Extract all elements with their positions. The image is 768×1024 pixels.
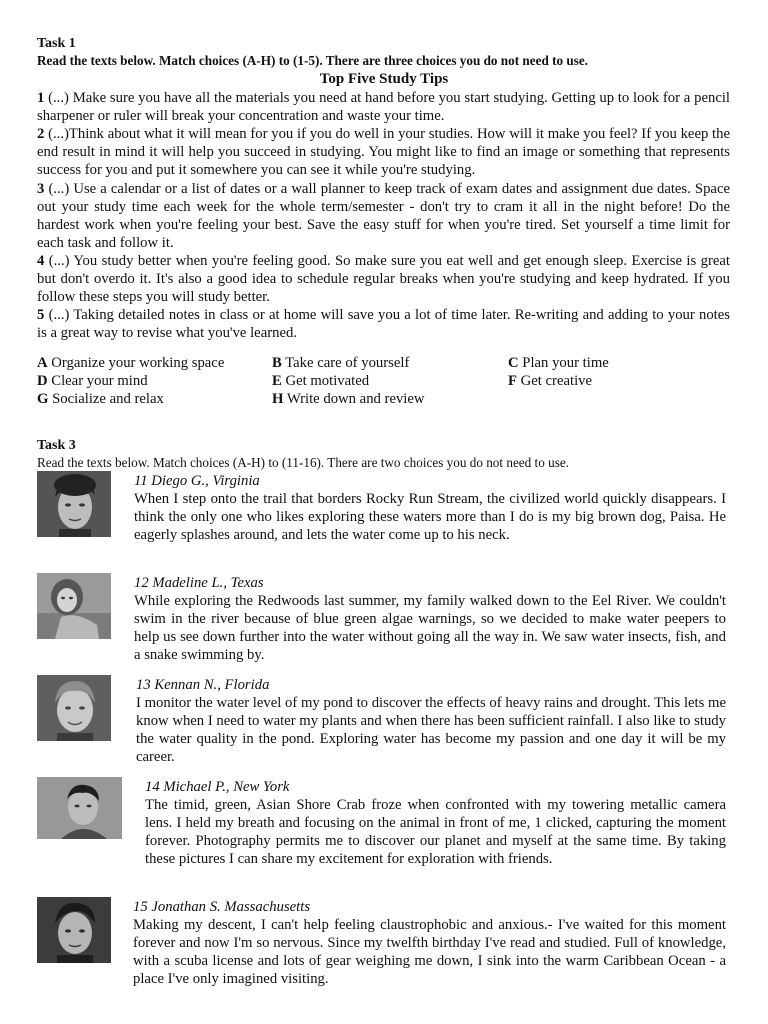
entry-text: I monitor the water level of my pond to discover the effects of heavy rains and drought. This lets me know when I need to water my plants and when there has been sufficient rainfall. I also like to study the water quality in the pond. Exploring water has become my passion and one day it will be my career. bbox=[136, 695, 726, 765]
tip-4 bbox=[37, 252, 730, 306]
choice-c bbox=[508, 354, 609, 372]
task1-instruction: Read the texts below. Match choices (A-H) to (1-5). There are three choices you do not need to use. bbox=[37, 53, 588, 68]
task1-title: Task 1 bbox=[37, 36, 76, 51]
entry-12 bbox=[134, 574, 726, 664]
entry-13 bbox=[136, 676, 726, 766]
portrait-photo-kennan bbox=[37, 675, 111, 741]
task3-instruction: Read the texts below. Match choices (A-H) to (11-16). There are two choices you do not need to use. bbox=[37, 455, 569, 470]
choice-text: Get motivated bbox=[281, 373, 370, 389]
tip-text: (...) Taking detailed notes in class or at home will save you a lot of time later. Re-writing and adding to your notes is a great way to revise what you've learned. bbox=[37, 307, 730, 341]
task3-title: Task 3 bbox=[37, 438, 76, 453]
tip-text: (...) Use a calendar or a list of dates or a wall planner to keep track of exam dates and assignment due dates. Space out your study time each week for the whole term/semester - don't try to cram it all in the night before! Do the hardest work when you're feeling your best. Save the easy stuff for when you're tired. Set yourself a time limit for each task and follow it. bbox=[37, 181, 730, 251]
entry-name: 13 Kennan N., Florida bbox=[136, 677, 270, 693]
tip-number: 3 bbox=[37, 181, 45, 197]
tip-text: (...)Think about what it will mean for you if you do well in your studies. How will it make you feel? If you keep the end result in mind it will help you succeed in studying. You might like to find an image or something that represents success for you and put it somewhere you can see it while you're studying. bbox=[37, 126, 730, 178]
choice-text: Get creative bbox=[516, 373, 593, 389]
choice-letter: E bbox=[272, 373, 282, 389]
entry-text: While exploring the Redwoods last summer, my family walked down to the Eel River. We couldn't swim in the river because of blue green algae warnings, so we decided to make water peepers to help us see down further into the water without going all the way in. We saw water insects, fish, and a snake swimming by. bbox=[134, 593, 726, 663]
task1-heading: Top Five Study Tips bbox=[319, 71, 449, 87]
tip-2 bbox=[37, 125, 730, 179]
tip-number: 4 bbox=[37, 253, 45, 269]
portrait-photo-michael bbox=[37, 777, 122, 839]
entry-text: When I step onto the trail that borders Rocky Run Stream, the civilized world quickly disappears. I think the only one who likes exploring these waters more than I do is my big brown dog, Paisa. He eagerly splashes around, and lets the water come up to his neck. bbox=[134, 491, 726, 543]
portrait-photo-diego bbox=[37, 471, 111, 537]
choice-g bbox=[37, 390, 164, 408]
tip-text: (...) Make sure you have all the materials you need at hand before you start studying. Getting up to look for a pencil sharpener or ruler will break your concentration and waste your time. bbox=[37, 90, 730, 124]
portrait-photo-jonathan bbox=[37, 897, 111, 963]
choice-b bbox=[272, 354, 409, 372]
choice-text: Organize your working space bbox=[47, 355, 225, 371]
choice-f bbox=[508, 372, 592, 390]
choice-a bbox=[37, 354, 224, 372]
entry-name: 15 Jonathan S. Massachusetts bbox=[133, 899, 311, 915]
choice-text: Write down and review bbox=[283, 391, 425, 407]
choice-d bbox=[37, 372, 148, 390]
portrait-photo-madeline bbox=[37, 573, 111, 639]
tip-number: 5 bbox=[37, 307, 45, 323]
choice-letter: D bbox=[37, 373, 48, 389]
entry-name: 12 Madeline L., Texas bbox=[134, 575, 264, 591]
choice-e bbox=[272, 372, 369, 390]
tip-1 bbox=[37, 89, 730, 125]
choice-letter: A bbox=[37, 355, 48, 371]
tip-number: 2 bbox=[37, 126, 45, 142]
tip-text: (...) You study better when you're feeling good. So make sure you eat well and get enough sleep. Exercise is great but don't overdo it. It's also a good idea to schedule regular breaks when you're studying and keep hydrated. If you follow these steps you will study better. bbox=[37, 253, 730, 305]
choice-h bbox=[272, 390, 425, 408]
choice-letter: G bbox=[37, 391, 49, 407]
tip-5 bbox=[37, 306, 730, 342]
tip-number: 1 bbox=[37, 90, 45, 106]
entry-11 bbox=[134, 472, 726, 544]
entry-name: 11 Diego G., Virginia bbox=[134, 473, 260, 489]
entry-text: The timid, green, Asian Shore Crab froze when confronted with my towering metallic camera lens. I held my breath and focusing on the animal in front of me, 1 clicked, capturing the moment forever. Photography permits me to discover our planet and myself at the same time. By taking these pictures I can share my excitement for exploration with friends. bbox=[145, 797, 726, 867]
choice-text: Socialize and relax bbox=[48, 391, 164, 407]
choice-letter: C bbox=[508, 355, 519, 371]
choice-letter: H bbox=[272, 391, 284, 407]
entry-name: 14 Michael P., New York bbox=[145, 779, 290, 795]
entry-text: Making my descent, I can't help feeling claustrophobic and anxious.- I've waited for this moment forever and now I'm so nervous. Since my twelfth birthday I've read and studied. Full of knowledge, with a scuba license and lots of gear weighing me down, I sink into the warm Caribbean Ocean - a place I've only imagined visiting. bbox=[133, 917, 726, 987]
choice-letter: F bbox=[508, 373, 517, 389]
entry-15 bbox=[133, 898, 726, 988]
choice-text: Clear your mind bbox=[47, 373, 148, 389]
choice-letter: B bbox=[272, 355, 282, 371]
choice-text: Take care of yourself bbox=[281, 355, 410, 371]
tip-3 bbox=[37, 180, 730, 252]
choice-text: Plan your time bbox=[518, 355, 609, 371]
entry-14 bbox=[145, 778, 726, 868]
